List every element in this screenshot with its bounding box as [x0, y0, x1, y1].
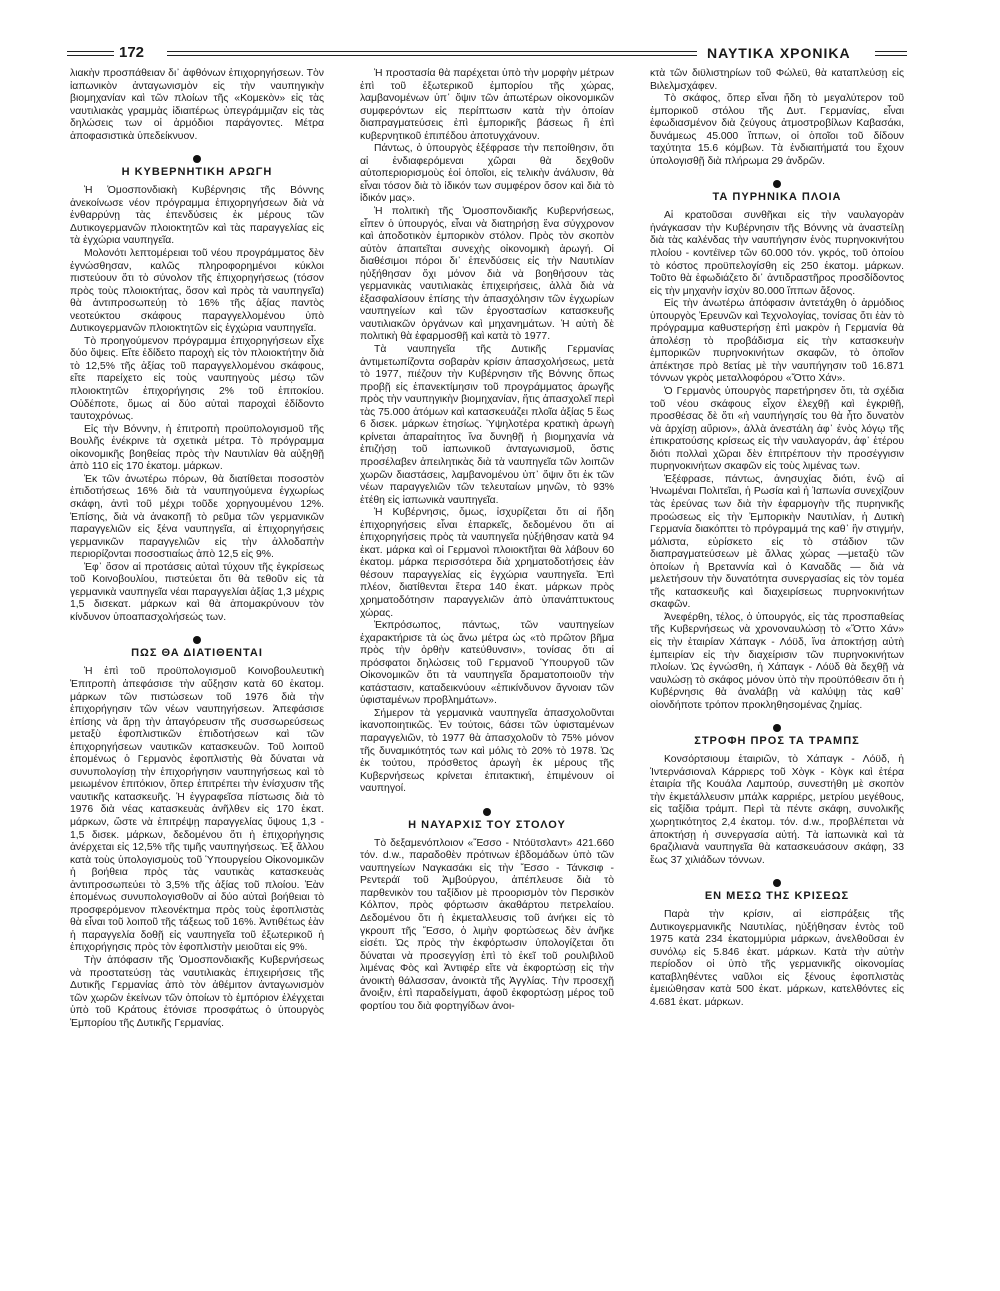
section-heading-block — [360, 808, 614, 832]
article-paragraph: Ἐξέφρασε, πάντως, ἀνησυχίας διότι, ἐνῷ αἱ Ἡνωμέναι Πολιτεῖαι, ἡ Ρωσία καὶ ἡ Ἰαπωνία συνεχίζουν τὰς ἐρεύνας των διὰ τὴν ἐφαρμογὴν τῆς πυρηνικῆς προώσεως εἰς τὴν Ἐμπορικὴν Ναυτιλίαν, ἡ Δυτικὴ Γερμανία διακόπτει τὸ πρόγραμμά της καθ᾽ ἣν στιγμήν, μάλιστα, εὑρίσκετο εἰς τὸ στάδιον τῶν διαπραγματεύσεων μὲ ἄλλας χώρας —μεταξὺ τῶν ὁποίων ἡ Βρεταννία καὶ ὁ Καναδᾶς — διὰ νὰ μελετήσουν τὴν δυνατότητα συνεργασίας εἰς τὸν τομέα τῆς κατασκευῆς καὶ διαχειρίσεως πυρηνοκινήτων σκαφῶν. — [650, 473, 904, 611]
publication-title: ΝΑΥΤΙΚΑ ΧΡΟΝΙΚΑ — [707, 45, 851, 61]
bullet-dot-icon — [773, 724, 781, 732]
section-heading-block — [70, 155, 324, 179]
article-paragraph: Ἡ ἐπὶ τοῦ προϋπολογισμοῦ Κοινοβουλευτικὴ Ἐπιτροπὴ ἀπεφάσισε τὴν αὔξησιν κατὰ 60 ἑκατομ. μάρκων τῶν πιστώσεων τοῦ 1976 διὰ τὴν ἐπιχορήγησιν τῶν νέων ναυπηγήσεων. Ἀπεφάσισε ἐπίσης νὰ ἄρῃ τὴν ἀπαγόρευσιν τῆς συσσωρεύσεως μεταξὺ ἐφοπλιστικῶν ἐπιδοτήσεων καὶ τῶν ἐπιχορηγήσεων ναυτικῶν κατασκευῶν. Τοῦ λοιποῦ ἑπομένως ὁ Γερμανὸς ἐφοπλιστὴς θὰ δύναται νὰ συνυπολογίσῃ τὴν ἐπιχορήγησιν ναυπηγήσεως καὶ τὸ μειωμένον ἐπιτόκιον, ὅπερ ἐπιτρέπει τὴν ἐνίσχυσιν τῆς ναυτικῆς κατασκευῆς. Ἡ ἐγγραφεῖσα πίστωσις διὰ τὸ 1976 διὰ νέας κατασκευὰς ἀνῆλθεν εἰς 170 ἑκατ. μάρκων, ὥστε νὰ ἐπιτρέψῃ παραγγελίας ὕψους 1,3 - 1,5 δισεκ. μάρκων, δεδομένου ὅτι ἡ ἐπιχορήγησις ἀνέρχεται εἰς 12,5% τῆς τιμῆς ναυπηγήσεως. Ἐξ ἄλλου κατὰ τοὺς ὑπολογισμοὺς τοῦ Ὑπουργείου Οἰκονομικῶν ἡ βοήθεια πρὸς τὰς ναυτικὰς κατασκευὰς ἀντιπροσωπεύει τὸ 3,5% τῆς ἀξίας τοῦ πλοίου. Ἐὰν ἑπομένως συνυπολογισθοῦν αἱ δύο αὐταὶ βοήθειαι τὸ προσφερόμενον πλεονέκτημα πρὸς τοὺς ἐφοπλιστὰς θὰ εἶναι τοῦ λοιποῦ τῆς τάξεως τοῦ 16%. Ἀντιθέτως ἐὰν ἡ παραγγελία δοθῇ εἰς ναυπηγεῖα τοῦ ἐξωτερικοῦ ἡ ἐπιχορήγησις πρὸς τὸν ἐφοπλιστὴν μειοῦται εἰς 9%. — [70, 666, 324, 954]
article-paragraph: λιακὴν προσπάθειαν δι᾽ ἀφθόνων ἐπιχορηγήσεων. Τὸν ἰαπωνικὸν ἀνταγωνισμὸν εἰς τὴν ναυπηγικὴν βιομηχανίαν καὶ τῶν πλοίων τῆς «Κομεκὸν» εἰς τὰς ναυτιλιακὰς γραμμὰς ἰδιαιτέρως ὑπεγράμμιζαν εἰς τὰς δηλώσεις των οἱ ἁρμόδιοι παράγοντες. Μέτρα ἀποφασιστικὰ ὑπεδείκνυον. — [70, 68, 324, 142]
section-heading-block — [70, 636, 324, 660]
section-heading-block — [650, 724, 904, 748]
article-paragraph: Τὴν ἀπόφασιν τῆς Ὁμοσπονδιακῆς Κυβερνήσεως νὰ προστατεύσῃ τὰς ναυτιλιακὰς ἐπιχειρήσεις τῆς Δυτικῆς Γερμανίας ἀπὸ τὸν ἀθέμιτον ἀνταγωνισμὸν τῶν χωρῶν ἐκείνων τῶν ὁποίων τὸ ἐμπόριον ἐλέγχεται ὑπὸ τοῦ Κράτους ἐτόνισε προσφάτως ὁ ὑπουργὸς Ἐμπορίου τῆς Δυτικῆς Γερμανίας. — [70, 955, 324, 1029]
header-rule-center — [167, 51, 697, 56]
article-paragraph: Ἐκ τῶν ἀνωτέρω πόρων, θὰ διατίθεται ποσοστὸν ἐπιδοτήσεως 16% διὰ τὰ ναυπηγούμενα ἐγχωρίως σκάφη, ἀντὶ τοῦ μέχρι τοῦδε χορηγουμένου 12%. Ἐπίσης, διὰ νὰ ἀνακοπῇ τὸ ρεῦμα τῶν γερμανικῶν παραγγελιῶν εἰς ξένα ναυπηγεῖα, αἱ ἐπιχορηγήσεις γερμανικῶν παραγγελιῶν εἰς τὴν ἀλλοδαπὴν περιορίζονται ποσοστιαίως ἀπὸ 12,5 εἰς 9%. — [70, 473, 324, 561]
section-heading: ΕΝ ΜΕΣΩ ΤΗΣ ΚΡΙΣΕΩΣ — [704, 890, 850, 903]
page-number: 172 — [119, 44, 145, 61]
article-paragraph: Τὸ προηγούμενον πρόγραμμα ἐπιχορηγήσεων εἶχε δύο ὄψεις. Εἴτε ἐδίδετο παροχὴ εἰς τὸν πλοιοκτήτην διὰ τὸ 12,5% τῆς ἀξίας τοῦ παραγγελλομένου σκάφους, εἴτε παρείχετο εἰς τοὺς ναυπηγοὺς μέσῳ τῶν πλοιοκτητῶν ἐπιχορήγησις 2% τοῦ ἐπιτοκίου. Οὐδέποτε, ὅμως αἱ δύο αὐταὶ παροχαὶ ἐδίδοντο ταυτοχρόνως. — [70, 335, 324, 423]
section-heading: ΣΤΡΟΦΗ ΠΡΟΣ ΤΑ ΤΡΑΜΠΣ — [694, 735, 860, 748]
article-paragraph: Τὸ δεξαμενόπλοιον «Ἔσσο - Ντόϋτσλαντ» 421.660 τόν. d.w., παραδοθὲν πρότινων ἑβδομάδων ὑπὸ τῶν ναυπηγείων Ναγκασάκι εἰς τὴν Ἔσσο - Τάνκσιφ - Ρεντεράϊ τοῦ Ἀμβούργου, ἀπέπλευσε διὰ τὸ παρθενικὸν του ταξίδιον μὲ προορισμὸν τὸν Περσικὸν Κόλπον, πρὸς φόρτωσιν ἀκαθάρτου πετρελαίου. Δεδομένου ὅτι ἡ ἐκμεταλλευσις τοῦ ἀνήκει εἰς τὸ γκρουπ τῆς Ἔσσο, ὁ λιμὴν φορτώσεως δὲν ἀνῆκε εἰσέτι. Ὡς πρὸς τὴν ἐκφόρτωσιν ὑπολογίζεται ὅτι δύναται νὰ προσεγγίσῃ ἐπὶ τὸ ἐκεῖ τοῦ ρουλιβιλοῦ λιμένας Φὸς καὶ Ἀντιφέρ εἴτε νὰ ἐκφορτώσῃ εἰς τὴν ἀνοικτὴ θάλασσαν, ἀνοικτὰ τῆς Ἀγγλίας. Τὴν προσεχῇ ἄνοιξιν, ἐπὶ παραδείγματι, ἀφοῦ ἐκφορτώσῃ μέρος τοῦ φορτίου του διὰ φορτηγίδων ἀνοι- — [360, 837, 614, 1012]
header-rule-right — [875, 51, 907, 56]
section-heading-block — [650, 180, 904, 204]
article-paragraph: Εἰς τὴν ἀνωτέρω ἀπόφασιν ἀντετάχθη ὁ ἁρμόδιος ὑπουργὸς Ἐρευνῶν καὶ Τεχνολογίας, τονίσας ὅτι ἐὰν τὸ πρόγραμμα καθυστερήσῃ ἐπὶ μακρὸν ἡ Γερμανία θὰ ἀπολέσῃ τὸ προβάδισμα εἰς τὴν κατασκευὴν ἐμπορικῶν πυρηνοκινήτων σκαφῶν, τὸ ὁποῖον ἀπέκτησε πρὸ 8ετίας μὲ τὴν ναυπήγησιν τοῦ 16.871 τόννων γκρὸς μεταλλοφόρου «Ὄττο Χάν». — [650, 298, 904, 385]
article-paragraph: Ἐφ᾽ ὅσον αἱ προτάσεις αὐταὶ τύχουν τῆς ἐγκρίσεως τοῦ Κοινοβουλίου, πιστεύεται ὅτι θὰ τεθοῦν εἰς τὰ γερμανικὰ ναυπηγεῖα νέαι παραγγελίαι ἀξίας 1,3 μέχρις 1,5 δισεκατ. μάρκων καὶ θὰ ἀπομακρύνουν τὸν κίνδυνον ὑποαπασχολήσεώς των. — [70, 561, 324, 623]
article-paragraph: Κονσόρτσιουμ ἑταιριῶν, τὸ Χάπαγκ - Λόϋδ, ἡ Ἰντερνάσιοναλ Κάρριερς τοῦ Χὸγκ - Κὸγκ καὶ ἑτέρα ἑταιρία τῆς Κουάλα Λαμπούρ, συνεστήθη μὲ σκοπὸν τὴν ἐκμετάλλευσιν μπάλκ καρριέρς, μετρίου μεγέθους, εἰς ταξίδια τράμπ. Περὶ τὰ πέντε σκάφη, συνολικῆς χωρητικότητος 2,4 ἑκατομ. τόν. d.w., προβλέπεται νὰ ἀποκτήσῃ ἡ συνεργασία αὐτή. Τὰ ἰαπωνικὰ καὶ τὰ 6ραζιλιανὰ ναυπηγεῖα θὰ κατασκευάσουν σκάφη, 33 ἕως 37 χιλιάδων τόννων. — [650, 754, 904, 866]
article-paragraph: Ἡ πολιτικὴ τῆς Ὁμοσπονδιακῆς Κυβερνήσεως, εἶπεν ὁ ὑπουργός, εἶναι νὰ διατηρήσῃ ἕνα σύγχρονον καὶ ἀποδοτικὸν ἐμπορικὸν στόλον. Πρὸς τὸν σκοπὸν αὐτὸν ἀπαιτεῖται συνεχὴς οἰκονομικὴ ἀρωγή. Οἱ διαθέσιμοι πόροι δι᾽ ἐπενδύσεις εἰς τὴν Ναυτιλίαν ηὐξήθησαν ὄχι μόνον διὰ νὰ βοηθήσουν τὰς γερμανικὰς ναυτιλιακὰς ἐπιχειρήσεις, ἀλλὰ διὰ νὰ ἐξασφαλίσουν ἐπίσης τὴν ἀπασχόλησιν τῶν ἐγχωρίων ναυπηγείων καὶ τῶν ἐργοστασίων κατασκευῆς ναυτιλιακῶν ὀργάνων καὶ μηχανημάτων. Ἡ αὐτὴ δὲ πολιτικὴ θὰ ἐφαρμοσθῇ καὶ κατὰ τὸ 1977. — [360, 206, 614, 343]
article-paragraph: Ἡ Ὁμοσπονδιακὴ Κυβέρνησις τῆς Βόννης ἀνεκοίνωσε νέον πρόγραμμα ἐπιχορηγήσεων διὰ νὰ ἐνθαρρύνῃ τὰς ἐπενδύσεις ἐκ μέρους τῶν Δυτικογερμανῶν πλοιοκτητῶν καὶ τὰς παραγγελίας εἰς τὰ ἐγχώρια ναυπηγεῖα. — [70, 185, 324, 247]
article-paragraph: Τὸ σκάφος, ὅπερ εἶναι ἤδη τὸ μεγαλύτερον τοῦ ἐμπορικοῦ στόλου τῆς Δυτ. Γερμανίας, εἶναι ἐφωδιασμένον διὰ ζεύγους ἀτμοστροβίλων Καβασάκι, δυνάμεως 45.000 ἵππων, οἱ ὁποῖοι τοῦ δίδουν ταχύτητα 15.6 κόμβων. Τὰ ἐνδιαιτήματά του ἔχουν ὑπολογισθῇ διὰ πλήρωμα 29 ἀνδρῶν. — [650, 93, 904, 167]
bullet-dot-icon — [193, 155, 201, 163]
article-paragraph: Ἐκπρόσωπος, πάντως, τῶν ναυπηγείων ἐχαρακτήρισε τὰ ὡς ἄνω μέτρα ὡς «τὸ πρῶτον βῆμα πρὸς τὴν ὀρθὴν κατεύθυνσιν», τονίσας ὅτι αἱ πρόσφατοι δηλώσεις τοῦ Γερμανοῦ Ὑπουργοῦ τῶν Οἰκονομικῶν ὅτι τὰ ναυπηγεῖα δραματοποιοῦν τὴν κατάστασιν, καταδεικνύουν «ἐπικίνδυνον ἄγνοιαν τῶν ὑφισταμένων προβλημάτων». — [360, 620, 614, 707]
section-heading: ΤΑ ΠΥΡΗΝΙΚΑ ΠΛΟΙΑ — [712, 191, 842, 204]
article-paragraph: Παρὰ τὴν κρίσιν, αἱ εἰσπράξεις τῆς Δυτικογερμανικῆς Ναυτιλίας, ηὐξήθησαν ἐντὸς τοῦ 1975 κατὰ 234 ἑκατομμύρια μάρκων, ἀνελθοῦσαι ἐν συνόλῳ εἰς 5.846 ἑκατ. μάρκων. Κατὰ τὴν αὐτὴν περίοδον οἱ ὑπὸ τῆς γερμανικῆς οἰκονομίας καταβληθέντες ναῦλοι εἰς ξένους ἐφοπλιστὰς ἐμειώθησαν κατὰ 500 ἑκατ. μάρκων, κατελθόντες εἰς 4.681 ἑκατ. μάρκων. — [650, 909, 904, 1008]
article-paragraph: Ἡ Κυβέρνησις, ὅμως, ἰσχυρίζεται ὅτι αἱ ἤδη ἐπιχορηγήσεις εἶναι ἐπαρκεῖς, δεδομένου ὅτι αἱ ἐπιχορηγήσεις πρὸς τὰ ναυπηγεῖα ηὐξήθησαν κατὰ 94 ἑκατ. μάρκα καὶ οἱ Γερμανοὶ πλοιοκτῆται θὰ λάβουν 60 ἑκατομ. μάρκα περισσότερα διὰ χρηματοδοτήσεις ἐὰν θέσουν παραγγελίας εἰς ἐγχώρια ναυπηγεῖα. Ἐπὶ πλέον, διατίθενται ἕτερα 140 ἑκατ. μάρκων πρὸς χρηματοδότησιν παραγγελιῶν ἀπὸ ὑπανάπτυκτους χώρας. — [360, 507, 614, 619]
article-paragraph: κτὰ τῶν διϋλιστηρίων τοῦ Φώλεϋ, θὰ καταπλεύσῃ εἰς Βιλελμσχάφεν. — [650, 68, 904, 92]
article-column-3 — [650, 68, 904, 1010]
article-paragraph: Ἀνεφέρθη, τέλος, ὁ ὑπουργός, εἰς τὰς προσπαθείας τῆς Κυβερνήσεως νὰ χρονοναυλώσῃ τὸ «Ὄττο Χάν» εἰς τὴν ἑταιρίαν Χάπαγκ - Λόϋδ, ἵνα ἀποκτήσῃ αὐτὴ ἐμπειρίαν εἰς τὴν διαχείρισιν τῶν πυρηνοκινήτων πλοίων. Ὡς ἐγνώσθη, ἡ Χάπαγκ - Λόϋδ θὰ δεχθῇ νὰ ναυλώσῃ τὸ σκάφος μόνον ὑπὸ τὴν προϋπόθεσιν ὅτι ἡ Κυβέρνησις θὰ ἀναλάβῃ νὰ καλύψῃ τὰς καθ᾽ οἱονδήποτε τρόπον προκληθησομένας ζημίας. — [650, 611, 904, 711]
bullet-dot-icon — [773, 180, 781, 188]
header-rule-left — [67, 51, 114, 56]
section-heading-block — [650, 879, 904, 903]
section-heading: Η ΝΑΥΑΡΧΙΣ ΤΟΥ ΣΤΟΛΟΥ — [408, 818, 566, 831]
article-paragraph: Τὰ ναυπηγεῖα τῆς Δυτικῆς Γερμανίας ἀντιμετωπίζοντα σοβαρὰν κρίσιν ἀπασχολήσεως, μετὰ τὸ 1977, πιέζουν τὴν Κυβέρνησιν τῆς Βόννης ὅπως προβῇ εἰς ἐπανεκτίμησιν τοῦ προγράμματος ἀρωγῆς πρὸς τὴν ναυπηγικὴν βιομηχανίαν, ἥτις ἀπασχολεῖ περὶ τὰς 75.000 ἀτόμων καὶ κατασκευάζει πλοῖα ἀξίας 5 ἕως 6 δισεκ. μάρκων ἐτησίως. Ὑψηλοτέρα κρατικὴ ἀρωγὴ κρίνεται ἀπαραίτητος ἵνα δυνηθῇ ἡ βιομηχανία νὰ ἐπιζήσῃ τοῦ ἰαπωνικοῦ ἀνταγωνισμοῦ, ὅστις προσέλαβεν ἀπειλητικὰς διὰ τὰ ναυπηγεῖα τῶν λοιπῶν χωρῶν διαστάσεις, λαμβανομένου ὑπ᾽ ὄψιν ὅτι ἐκ τῶν νέων παραγγελιῶν τῶν τελευταίων μηνῶν, τὸ 93% ἐτέθη εἰς ἰαπωνικὰ ναυπηγεῖα. — [360, 344, 614, 506]
article-paragraph: Μολονότι λεπτομέρειαι τοῦ νέου προγράμματος δὲν ἐγνώσθησαν, καλῶς πληροφορημένοι κύκλοι πιστεύουν ὅτι τὸ σύνολον τῆς ἐπιχορηγήσεως (τόσον πρὸς τοὺς πλοιοκτήτας, ὅσον καὶ πρὸς τὰ ναυπηγεῖα) θὰ ἀντιπροσωπεύῃ τὸ 16% τῆς ἀξίας παντὸς νεοτεύκτου σκάφους παραγγελλομένου ὑπὸ Δυτικογερμανῶν πλοιοκτητῶν εἰς ἐγχώρια ναυπηγεῖα. — [70, 248, 324, 335]
bullet-dot-icon — [773, 879, 781, 887]
article-paragraph: Αἱ κρατοῦσαι συνθῆκαι εἰς τὴν ναυλαγορὰν ἠνάγκασαν τὴν Κυβέρνησιν τῆς Βόννης νὰ ἀναστείλῃ διὰ τὰς καλένδας τὴν ναυπήγησιν ἑνὸς πυρηνοκινήτου πλοίου - κοντέϊνερ τῶν 60.000 τόν. γκρός, τοῦ ὁποίου τὸ κόστος προϋπελογίσθη εἰς 250 ἑκατομ. μάρκων. Τοῦτο θὰ ἐφωδιάζετο δι᾽ ἀντιδραστῆρος προσδίδοντος εἰς τὴν μηχανὴν ἰσχὺν 80.000 ἵππων ἄξονος. — [650, 210, 904, 297]
bullet-dot-icon — [483, 808, 491, 816]
bullet-dot-icon — [193, 636, 201, 644]
article-paragraph: Πάντως, ὁ ὑπουργὸς ἐξέφρασε τὴν πεποίθησιν, ὅτι αἱ ἐνδιαφερόμεναι χῶραι θὰ δεχθοῦν αὐτοπεριορισμοὺς ἐοἱ ὁποῖοι, εἰς τελικὴν ἀνάλυσιν, θὰ εἶναι τόσον διὰ τὸ ἰδικόν των συμφέρον ὅσον καὶ διὰ τὸ ἰδικόν μας». — [360, 143, 614, 205]
article-paragraph: Σήμερον τὰ γερμανικὰ ναυπηγεῖα ἀπασχολοῦνται ἱκανοποιητικῶς. Ἐν τούτοις, 6άσει τῶν ὑφισταμένων παραγγελιῶν, τὸ 1977 θὰ ἀπασχολοῦν τὸ 75% μόνον τῆς δυναμικότητός των καὶ μόλις τὸ 20% τὸ 1978. Ὡς ἐκ τούτου, πρόσθετος ἀρωγὴ ἐκ μέρους τῆς Κυβερνήσεως κρίνεται ἐπιτακτική, ἐπιμένουν οἱ ναυπηγοί. — [360, 707, 614, 795]
article-paragraph: Ἡ προστασία θὰ παρέχεται ὑπὸ τὴν μορφὴν μέτρων ἐπὶ τοῦ ἐξωτερικοῦ ἐμπορίου τῆς χώρας, λαμβανομένων ὑπ᾽ ὄψιν τῶν ἀπωτέρων οἰκονομικῶν συμφερόντων εἰς περίπτωσιν κατὰ τὴν ὁποίαν διαπραγματεύσεις ἐπὶ ἐμπορικῆς βάσεως ἢ ἐπὶ κυβερνητικοῦ ἐπιπέδου ἀποτυγχάνουν. — [360, 68, 614, 142]
page-header — [67, 46, 907, 66]
section-heading: Η ΚΥΒΕΡΝΗΤΙΚΗ ΑΡΩΓΗ — [121, 166, 273, 179]
article-column-1 — [70, 68, 324, 1030]
section-heading: ΠΩΣ ΘΑ ΔΙΑΤΙΘΕΝΤΑΙ — [131, 647, 263, 660]
article-paragraph: Εἰς τὴν Βόννην, ἡ ἐπιτροπὴ προϋπολογισμοῦ τῆς Βουλῆς ἐνέκρινε τὰ σχετικὰ μέτρα. Τὸ πρόγραμμα οἰκονομικῆς βοηθείας πρὸς τὴν Ναυτιλίαν θὰ αὐξηθῇ ἀπὸ 110 εἰς 170 ἑκατομ. μάρκων. — [70, 423, 324, 473]
article-column-2 — [360, 68, 614, 1013]
article-paragraph: Ὁ Γερμανὸς ὑπουργὸς παρετήρησεν ὅτι, τὰ σχέδια τοῦ νέου σκάφους εἶχον ἐλεχθῇ καὶ ἐγκριθῇ, προσθέσας δὲ ὅτι «ἡ ναυπήγησίς του θὰ ἦτο δυνατὸν νὰ ἀρχίσῃ αὔριον», ἀλλὰ ἀνεστάλη ἀφ᾽ ἑνὸς λόγῳ τῆς ἐπικρατούσης κρίσεως εἰς τὴν ναυλαγοράν, ἀφ᾽ ἑτέρου διότι πολλαὶ χῶραι δὲν ἐπιτρέπουν τὴν προσέγγισιν πυρηνοκινήτων σκαφῶν εἰς τοὺς λιμένας των. — [650, 386, 904, 473]
